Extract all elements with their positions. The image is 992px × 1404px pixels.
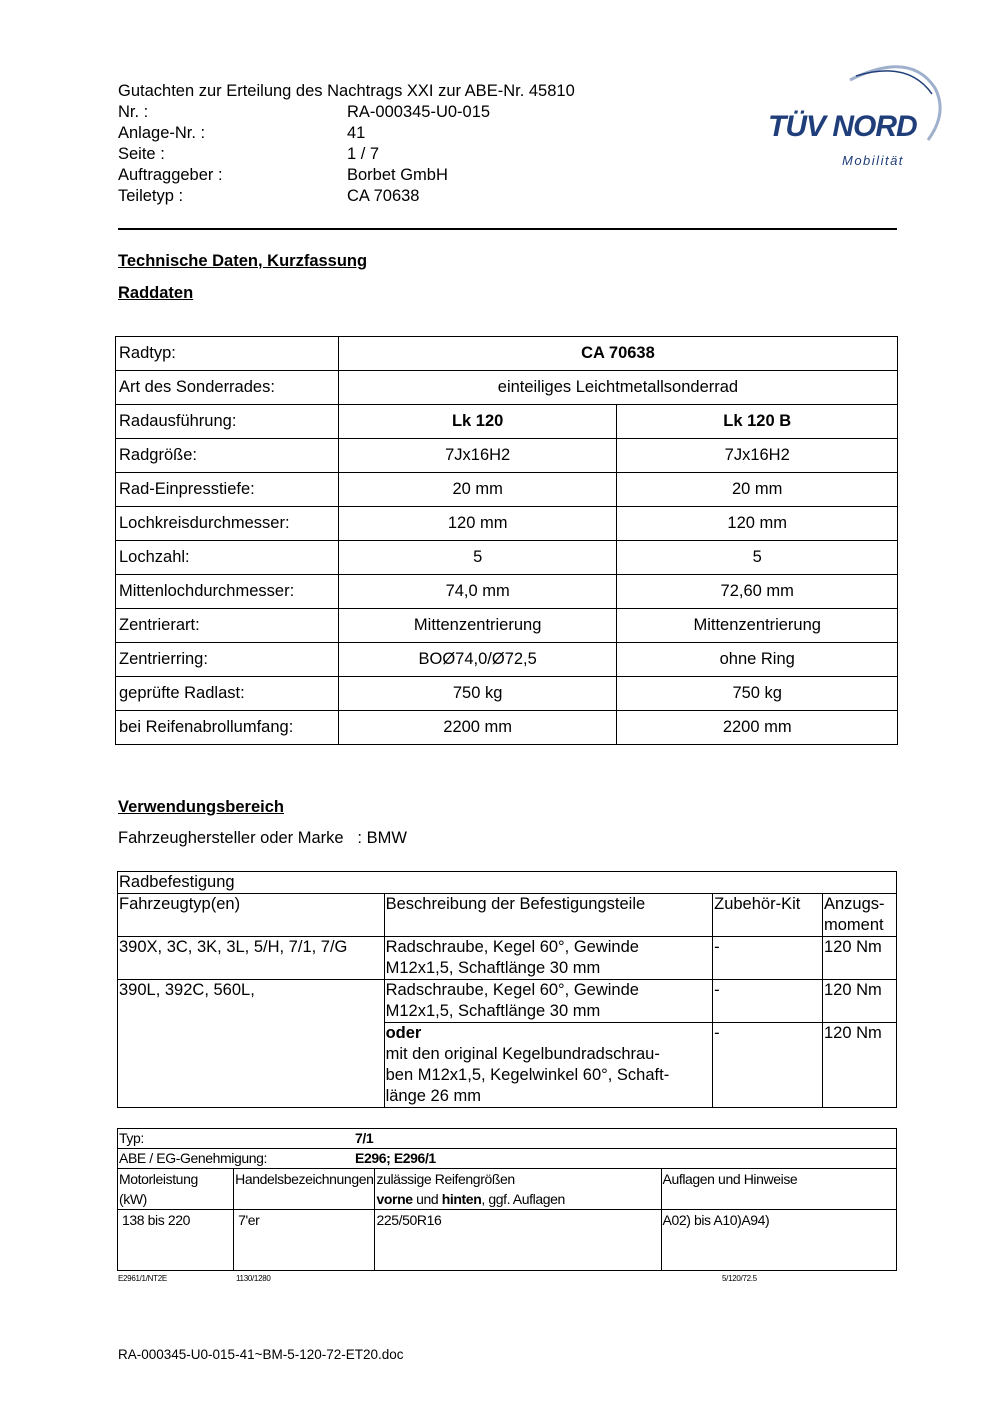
tires-rest: , ggf. Auflagen xyxy=(481,1191,565,1207)
cell-variant-b: 120 mm xyxy=(617,507,898,541)
cell-variant-b: Mittenzentrierung xyxy=(617,609,898,643)
power-header-line: (kW) xyxy=(119,1191,147,1207)
kit-cell: - xyxy=(713,1023,823,1108)
row-label: Lochkreisdurchmesser: xyxy=(116,507,339,541)
torque-cell: 120 Nm xyxy=(823,980,897,1023)
abe-label: ABE / EG-Genehmigung: xyxy=(119,1150,268,1166)
col-torque-header xyxy=(823,894,897,937)
row-label: Radtyp: xyxy=(116,337,339,371)
header-label: Auftraggeber : xyxy=(118,166,223,184)
document-header xyxy=(118,81,575,207)
header-row xyxy=(118,102,575,123)
header-row xyxy=(118,165,575,186)
fastener-desc xyxy=(384,1023,713,1108)
tuv-nord-logo xyxy=(760,58,950,173)
header-row xyxy=(118,186,575,207)
col-notes-header: Auflagen und Hinweise xyxy=(661,1169,897,1210)
table-row xyxy=(118,872,897,894)
row-label: Zentrierring: xyxy=(116,643,339,677)
desc-line: länge 26 mm xyxy=(385,1087,481,1105)
cell-variant-b: 5 xyxy=(617,541,898,575)
header-label: Seite : xyxy=(118,145,165,163)
cell-variant-a: Mittenzentrierung xyxy=(338,609,617,643)
code-left: E2961/1/NT2E xyxy=(118,1274,167,1283)
cell-variant-b: 7Jx16H2 xyxy=(617,439,898,473)
kit-cell: - xyxy=(713,937,823,980)
header-value: 1 / 7 xyxy=(347,145,380,163)
abe-value: E296; E296/1 xyxy=(355,1150,436,1166)
fastener-desc xyxy=(384,937,713,980)
tires-header-line xyxy=(376,1189,659,1209)
abe-line xyxy=(118,1149,897,1169)
cell-variant-a: 120 mm xyxy=(338,507,617,541)
maker-value: BMW xyxy=(366,829,407,847)
row-label: Mittenlochdurchmesser: xyxy=(116,575,339,609)
table-row xyxy=(116,371,898,405)
cell-variant-b: 750 kg xyxy=(617,677,898,711)
table-row xyxy=(118,937,897,980)
logo-brand: TÜV NORD xyxy=(768,110,917,143)
variant-b-heading: Lk 120 B xyxy=(617,405,898,439)
desc-line: Radschraube, Kegel 60°, Gewinde xyxy=(385,981,639,999)
cell-variant-a: 20 mm xyxy=(338,473,617,507)
table-row xyxy=(118,980,897,1023)
type-value: 7/1 xyxy=(355,1130,374,1146)
header-row xyxy=(118,144,575,165)
header-value: CA 70638 xyxy=(347,187,420,205)
section-heading-verwendung: Verwendungsbereich xyxy=(118,798,284,816)
power-cell: 138 bis 220 xyxy=(118,1210,234,1271)
cell-variant-b: 72,60 mm xyxy=(617,575,898,609)
torque-header-line: Anzugs- xyxy=(824,895,885,913)
row-label: Radausführung: xyxy=(116,405,339,439)
logo-subtitle: Mobilität xyxy=(842,153,904,168)
cell-variant-a: 2200 mm xyxy=(338,711,617,745)
table-row xyxy=(116,439,898,473)
row-label: bei Reifenabrollumfang: xyxy=(116,711,339,745)
tires-front: vorne xyxy=(376,1191,413,1207)
tires-header-line: zulässige Reifengrößen xyxy=(376,1171,515,1187)
tire-size-cell: 225/50R16 xyxy=(375,1210,661,1271)
section-heading-tech: Technische Daten, Kurzfassung xyxy=(118,252,368,270)
table-row xyxy=(118,1210,897,1271)
row-label: Lochzahl: xyxy=(116,541,339,575)
maker-label: Fahrzeughersteller oder Marke xyxy=(118,829,344,847)
table-row xyxy=(116,405,898,439)
header-row xyxy=(118,123,575,144)
kit-cell: - xyxy=(713,980,823,1023)
fastener-desc xyxy=(384,980,713,1023)
desc-line: M12x1,5, Schaftlänge 30 mm xyxy=(385,959,601,977)
table-header-row xyxy=(118,1169,897,1210)
cell-variant-a: 5 xyxy=(338,541,617,575)
header-value: Borbet GmbH xyxy=(347,166,448,184)
notes-cell: A02) bis A10)A94) xyxy=(661,1210,897,1271)
table-row xyxy=(118,1129,897,1149)
table-row xyxy=(116,609,898,643)
table-header-row xyxy=(118,894,897,937)
cell-variant-a: 7Jx16H2 xyxy=(338,439,617,473)
table-row xyxy=(116,711,898,745)
cell-variant-b: 20 mm xyxy=(617,473,898,507)
header-label: Nr. : xyxy=(118,103,149,121)
col-vehicle-header: Fahrzeugtyp(en) xyxy=(118,894,385,937)
desc-line: Radschraube, Kegel 60°, Gewinde xyxy=(385,938,639,956)
table-row xyxy=(116,575,898,609)
header-divider xyxy=(118,228,897,230)
table-row xyxy=(116,337,898,371)
mounting-title: Radbefestigung xyxy=(118,872,897,894)
header-value: 41 xyxy=(347,124,366,142)
table-row xyxy=(116,677,898,711)
table-row xyxy=(116,643,898,677)
maker-separator: : xyxy=(357,829,362,847)
code-mid: 1130/1280 xyxy=(236,1274,271,1283)
trade-name-cell: 7'er xyxy=(234,1210,375,1271)
desc-line: M12x1,5, Schaftlänge 30 mm xyxy=(385,1002,601,1020)
row-label: Art des Sonderrades: xyxy=(116,371,339,405)
torque-cell: 120 Nm xyxy=(823,1023,897,1108)
vehicle-type-table xyxy=(117,1128,897,1271)
footer-filename: RA-000345-U0-015-41~BM-5-120-72-ET20.doc xyxy=(118,1347,404,1362)
header-value: RA-000345-U0-015 xyxy=(347,103,491,121)
header-label: Teiletyp : xyxy=(118,187,184,205)
col-names-header: Handelsbezeichnungen xyxy=(234,1169,375,1210)
document-title: Gutachten zur Erteilung des Nachtrags XXI zur ABE-Nr. 45810 xyxy=(118,82,575,100)
cell-variant-b: ohne Ring xyxy=(617,643,898,677)
type-label: Typ: xyxy=(119,1130,144,1146)
tires-rear: hinten xyxy=(441,1191,482,1207)
wheel-data-table xyxy=(115,336,898,745)
section-heading-raddaten: Raddaten xyxy=(118,284,194,302)
row-label: Zentrierart: xyxy=(116,609,339,643)
tires-and: und xyxy=(412,1191,442,1207)
cell-variant-b: 2200 mm xyxy=(617,711,898,745)
col-tires-header xyxy=(375,1169,661,1210)
wheel-type-value: CA 70638 xyxy=(338,337,897,371)
or-label: oder xyxy=(385,1024,422,1042)
vehicle-types: 390L, 392C, 560L, xyxy=(118,980,385,1108)
table-row xyxy=(116,507,898,541)
table-row xyxy=(118,1149,897,1169)
table-row xyxy=(116,541,898,575)
type-line xyxy=(118,1129,897,1149)
table-row xyxy=(116,473,898,507)
header-label: Anlage-Nr. : xyxy=(118,124,206,142)
row-label: geprüfte Radlast: xyxy=(116,677,339,711)
wheel-kind-value: einteiliges Leichtmetallsonderrad xyxy=(338,371,897,405)
vehicle-maker-line xyxy=(118,829,407,848)
desc-line: mit den original Kegelbundradschrau- xyxy=(385,1045,660,1063)
row-label: Radgröße: xyxy=(116,439,339,473)
cell-variant-a: 74,0 mm xyxy=(338,575,617,609)
row-label: Rad-Einpresstiefe: xyxy=(116,473,339,507)
vehicle-types: 390X, 3C, 3K, 3L, 5/H, 7/1, 7/G xyxy=(118,937,385,980)
col-power-header xyxy=(118,1169,234,1210)
power-header-line: Motorleistung xyxy=(119,1171,198,1187)
mounting-table xyxy=(117,871,897,1108)
torque-header-line: moment xyxy=(824,916,884,934)
desc-line: ben M12x1,5, Kegelwinkel 60°, Schaft- xyxy=(385,1066,670,1084)
code-right: 5/120/72.5 xyxy=(722,1274,757,1283)
variant-a-heading: Lk 120 xyxy=(338,405,617,439)
col-desc-header: Beschreibung der Befestigungsteile xyxy=(384,894,713,937)
torque-cell: 120 Nm xyxy=(823,937,897,980)
cell-variant-a: BOØ74,0/Ø72,5 xyxy=(338,643,617,677)
cell-variant-a: 750 kg xyxy=(338,677,617,711)
col-kit-header: Zubehör-Kit xyxy=(713,894,823,937)
